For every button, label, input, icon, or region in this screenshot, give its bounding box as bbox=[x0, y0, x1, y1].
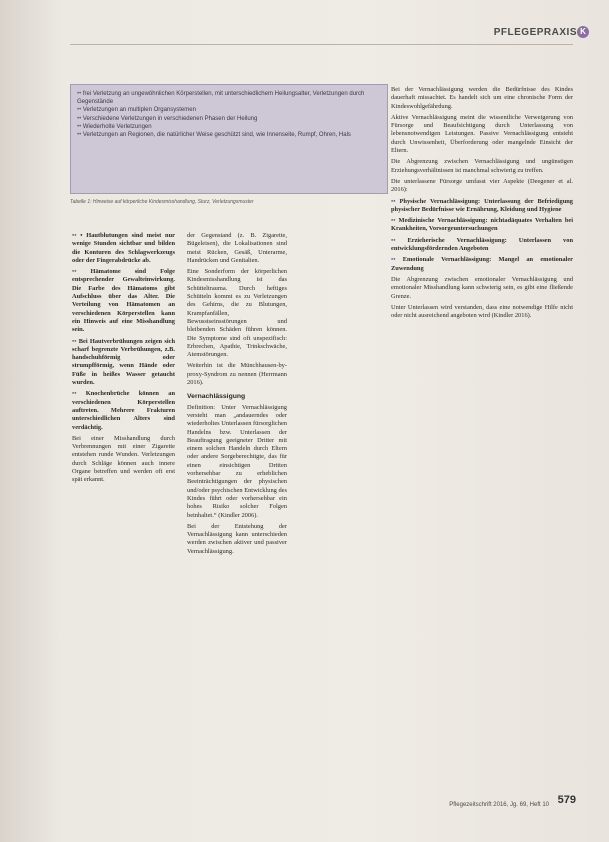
paragraph: •• • Hautblutungen sind meist nur wenige Stunden sichtbar und bilden die Konturen des Schlagwerkzeugs oder der Fingerabdrücke ab. bbox=[72, 232, 175, 265]
paragraph: Weiterhin ist die Münchhausen-by-proxy-Syndrom zu nennen (Herrmann 2016). bbox=[187, 362, 287, 387]
info-box-item: •• Verletzungen an multiplen Organsystemen bbox=[77, 106, 381, 114]
paragraph: •• Bei Hautverbrühungen zeigen sich scharf begrenzte Verbrühungen, z.B. handschuhförmig oder strumpfförmig, wenn Hände oder Füße in heißes Wasser getaucht wurden. bbox=[72, 338, 175, 388]
section-label: PFLEGEPRAXIS bbox=[493, 27, 577, 38]
paragraph: Bei der Vernachlässigung werden die Bedürfnisse des Kindes dauerhaft missachtet. Es handelt sich um eine chronische Form der Kindeswohlgefährdung. bbox=[391, 86, 573, 110]
journal-footer: Pflegezeitschrift 2016, Jg. 69, Heft 10 bbox=[449, 802, 549, 808]
paragraph: Eine Sonderform der körperlichen Kindesmisshandlung ist das Schütteltrauma. Durch heftiges Schütteln kommt es zu Verletzungen des Gehirns, die zu Blutungen, Krampfanfällen, Bewusstseinsstörungen und bleibenden Schäden führen können. Die Symptome sind oft unspezifisch: Erbrechen, Apathie, Trinkschwäche, Atemstörungen. bbox=[187, 268, 287, 359]
info-box-item: •• Verschiedene Verletzungen in verschiedenen Phasen der Heilung bbox=[77, 115, 381, 123]
section-heading: Vernachlässigung bbox=[187, 393, 246, 401]
list-item: •• Erzieherische Vernachlässigung: Unterlassen von entwicklungsfördernden Angeboten bbox=[391, 237, 573, 254]
paragraph: Unter Unterlassen wird verstanden, dass eine notwendige Hilfe nicht oder nicht ausreichend angeboten wird (Kindler 2016). bbox=[391, 303, 573, 320]
section-badge: K bbox=[577, 26, 589, 38]
info-box-item: •• frei Verletzung an ungewöhnlichen Körperstellen, mit unterschiedlichem Heilungsalter, Verletzungen durch Gegenstände bbox=[77, 90, 381, 106]
box-caption: Tabelle 1: Hinweise auf körperliche Kindesmisshandlung, Sturz, Verletzungsmuster bbox=[70, 199, 254, 205]
header-divider bbox=[70, 44, 573, 45]
column-2 bbox=[187, 232, 287, 559]
paragraph: Bei einer Misshandlung durch Verbrennungen mit einer Zigarette entstehen runde Wunden. Verletzungen durch Schläge können auch innere Organe betreffen und werden oft erst spät erkannt. bbox=[72, 434, 175, 484]
page-number: 579 bbox=[557, 794, 576, 806]
paragraph: Bei der Entstehung der Vernachlässigung kann unterschieden werden zwischen aktiver und passiver Vernachlässigung. bbox=[187, 522, 287, 555]
list-item: •• Emotionale Vernachlässigung: Mangel an emotionaler Zuwendung bbox=[391, 256, 573, 273]
paragraph: Die Abgrenzung zwischen Vernachlässigung und ungünstigen Erziehungsverhältnissen ist manchmal schwierig zu treffen. bbox=[391, 158, 573, 174]
paragraph: •• Hämatome sind Folge entsprechender Gewalteinwirkung. Die Farbe des Hämatoms gibt Aufschluss über das Alter. Die Verteilung von Hämatomen an verschiedenen Körperstellen kann ein Hinweis auf eine Misshandlung sein. bbox=[72, 268, 175, 334]
info-box bbox=[70, 84, 388, 194]
info-box-item: •• Verletzungen an Regionen, die natürlicher Weise geschützt sind, wie Innenseite, Rumpf, Ohren, Hals bbox=[77, 131, 381, 139]
column-3 bbox=[391, 86, 573, 323]
paragraph: Die unterlassene Fürsorge umfasst vier Aspekte (Deegener et al. 2016): bbox=[391, 177, 573, 194]
paragraph: Aktive Vernachlässigung meint die wissentliche Verweigerung von Fürsorge und Beaufsichtigung durch Unterlassung von lebensnotwendigen Leistungen. Passive Vernachlässigung entsteht durch Unwissenheit, Überforderung oder mangelnde Einsicht der Eltern. bbox=[391, 113, 573, 155]
paragraph: Definition: Unter Vernachlässigung versteht man „andauerndes oder wiederholtes Unterlassen fürsorglichen Handelns bzw. Unterlassen der Beauftragung geeigneter Dritter mit einem solchen Handeln durch Eltern oder andere Sorgeberechtigte, das für einen einsichtigen Dritten vorhersehbar zu erheblichen Beeinträchtigungen der physischen und/oder psychischen Entwicklung des Kindes führt oder vorhersehbar ein hohes Risiko solcher Folgen beinhaltet.“ (Kindler 2006). bbox=[187, 403, 287, 519]
list-item: •• Medizinische Vernachlässigung: nichtadäquates Verhalten bei Krankheiten, Vorsorgeuntersuchungen bbox=[391, 217, 573, 234]
paragraph: •• Knochenbrüche können an verschiedenen Körperstellen auftreten. Mehrere Frakturen unterschiedlichen Alters sind verdächtig. bbox=[72, 390, 175, 431]
list-item: •• Physische Vernachlässigung: Unterlassung der Befriedigung physischer Bedürfnisse wie Ernährung, Kleidung und Hygiene bbox=[391, 198, 573, 215]
info-box-item: •• Wiederholte Verletzungen bbox=[77, 123, 381, 131]
paragraph: der Gegenstand (z. B. Zigarette, Bügeleisen), die Lokalisationen sind meist Rücken, Gesäß, Unterarme, Handrücken und Genitalien. bbox=[187, 232, 287, 264]
paragraph: Die Abgrenzung zwischen emotionaler Vernachlässigung und emotionaler Misshandlung kann schwierig sein, es gibt eine fließende Grenze. bbox=[391, 275, 573, 300]
column-1 bbox=[72, 232, 175, 488]
